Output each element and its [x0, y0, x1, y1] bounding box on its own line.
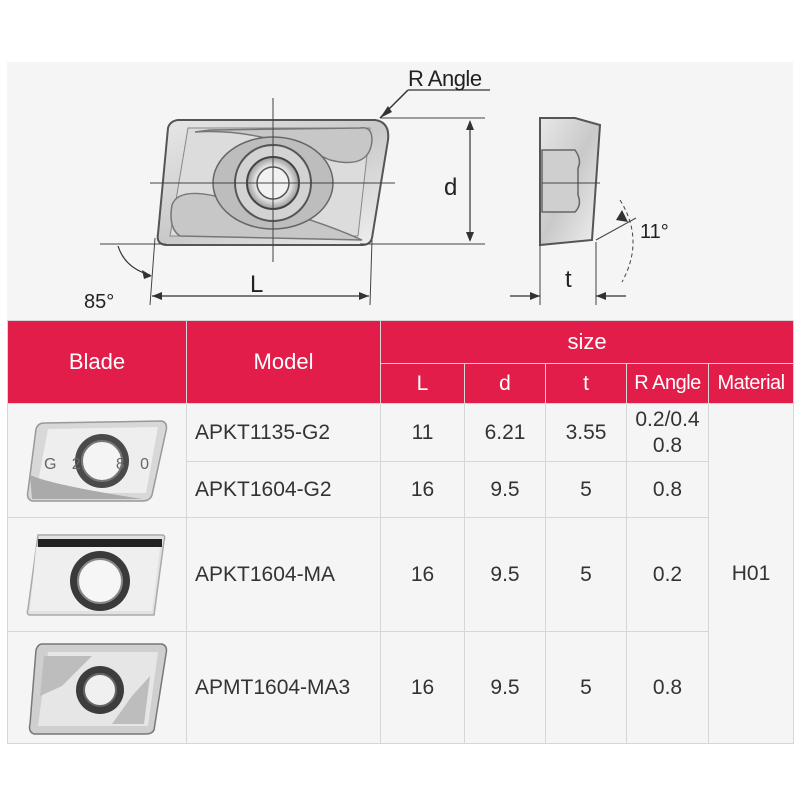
l-cell: 11 [381, 404, 465, 462]
r-angle-callout [380, 90, 490, 118]
r-angle-value-2: 0.8 [652, 433, 683, 457]
header-r-angle: R Angle [627, 364, 709, 404]
model-cell: APKT1604-G2 [187, 462, 381, 518]
model-cell: APKT1135-G2 [187, 404, 381, 462]
insert-g2-image [22, 415, 172, 507]
insert-ma3-image [22, 636, 172, 740]
t-cell: 3.55 [546, 404, 627, 462]
insert-top-view [150, 98, 395, 262]
l-cell: 16 [381, 518, 465, 632]
l-label: L [250, 271, 264, 298]
d-cell: 9.5 [465, 632, 546, 744]
l-cell: 16 [381, 462, 465, 518]
table-row [8, 632, 794, 744]
spec-table [7, 320, 794, 744]
t-cell: 5 [546, 518, 627, 632]
l-cell: 16 [381, 632, 465, 744]
header-blade: Blade [8, 321, 187, 404]
header-t: t [546, 364, 627, 404]
r-angle-cell: 0.2 [627, 518, 709, 632]
r-angle-value-1: 0.2/0.4 [635, 407, 700, 431]
angle-11-label: 11° [640, 221, 669, 243]
header-model: Model [187, 321, 381, 404]
r-angle-cell: 0.8 [627, 632, 709, 744]
angle-85-marker [100, 244, 166, 279]
header-material: Material [709, 364, 794, 404]
d-cell: 6.21 [465, 404, 546, 462]
r-angle-label: R Angle [408, 66, 482, 91]
header-d: d [465, 364, 546, 404]
technical-drawing [0, 0, 800, 320]
d-cell: 9.5 [465, 462, 546, 518]
d-label: d [444, 174, 458, 201]
insert-side-view [510, 118, 636, 305]
model-cell: APKT1604-MA [187, 518, 381, 632]
r-angle-cell [627, 404, 709, 462]
r-angle-cell: 0.8 [627, 462, 709, 518]
insert-ma-image [22, 525, 172, 625]
material-cell: H01 [709, 404, 794, 744]
d-cell: 9.5 [465, 518, 546, 632]
header-size: size [381, 321, 794, 364]
angle-85-label: 85° [84, 291, 115, 313]
t-cell: 5 [546, 632, 627, 744]
t-label: t [565, 266, 572, 293]
blade-image-ma3 [8, 632, 187, 744]
table-row [8, 518, 794, 632]
table-row [8, 404, 794, 462]
t-cell: 5 [546, 462, 627, 518]
blade-image-ma [8, 518, 187, 632]
blade-marking-text: G2 80 [44, 455, 149, 473]
blade-image-g2 [8, 404, 187, 518]
model-cell: APMT1604-MA3 [187, 632, 381, 744]
header-l: L [381, 364, 465, 404]
